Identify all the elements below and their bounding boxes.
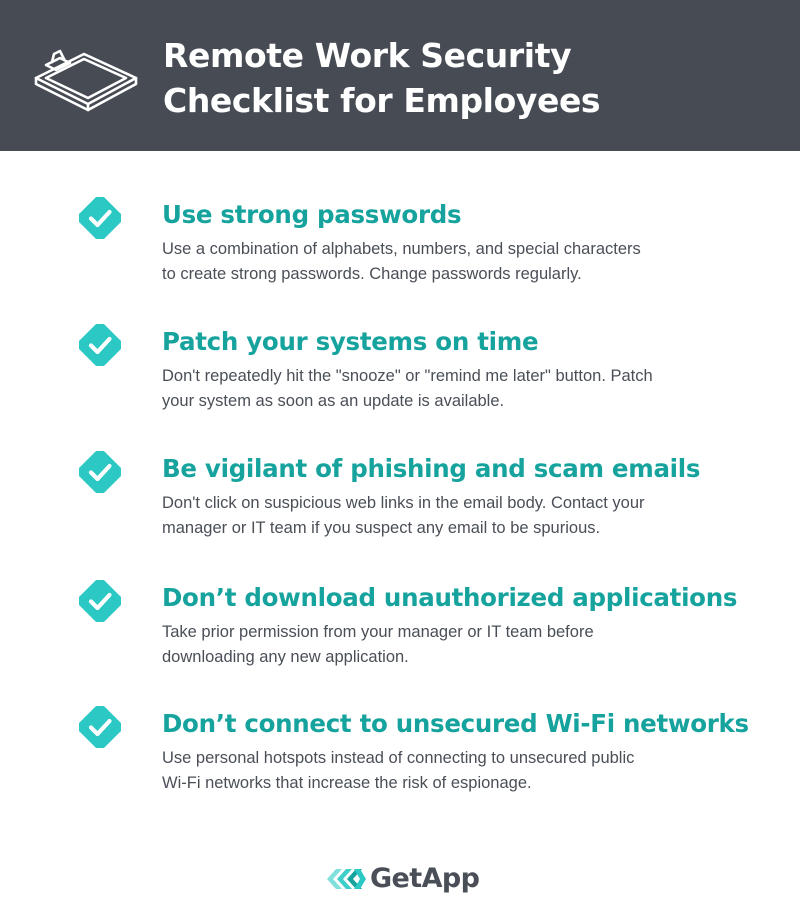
item-title: Don’t connect to unsecured Wi-Fi networks	[162, 709, 749, 738]
item-description-line: manager or IT team if you suspect any email to be spurious.	[162, 518, 601, 537]
page-title-line-1: Remote Work Security	[163, 36, 572, 75]
list-item	[0, 451, 800, 561]
item-title: Use strong passwords	[162, 200, 462, 229]
list-item	[0, 197, 800, 307]
item-title: Be vigilant of phishing and scam emails	[162, 454, 701, 483]
page-title-line-2: Checklist for Employees	[163, 81, 601, 120]
item-title: Patch your systems on time	[162, 327, 539, 356]
page-title	[163, 33, 600, 123]
check-circle-icon	[79, 324, 121, 366]
list-item	[0, 580, 800, 690]
check-circle-icon	[79, 451, 121, 493]
brand-name: GetApp	[370, 863, 480, 894]
list-item	[0, 324, 800, 434]
item-description-line: Wi-Fi networks that increase the risk of espionage.	[162, 773, 532, 792]
list-item	[0, 706, 800, 816]
item-description-line: to create strong passwords. Change passwords regularly.	[162, 264, 582, 283]
item-description	[162, 746, 752, 795]
header-banner	[0, 0, 800, 151]
item-description-line: downloading any new application.	[162, 647, 409, 666]
check-circle-icon	[79, 580, 121, 622]
item-description	[162, 491, 752, 540]
clipboard-icon	[30, 38, 142, 118]
check-circle-icon	[79, 706, 121, 748]
item-description-line: Use personal hotspots instead of connecting to unsecured public	[162, 749, 635, 767]
check-circle-icon	[79, 197, 121, 239]
getapp-chevrons-icon	[325, 867, 367, 891]
getapp-logo	[325, 862, 495, 896]
item-title: Don’t download unauthorized applications	[162, 583, 738, 612]
item-description	[162, 620, 752, 669]
item-description	[162, 237, 752, 286]
item-description-line: Use a combination of alphabets, numbers, and special characters	[162, 240, 641, 258]
item-description-line: Don't click on suspicious web links in the email body. Contact your	[162, 494, 645, 512]
item-description	[162, 364, 752, 413]
item-description-line: Don't repeatedly hit the "snooze" or "remind me later" button. Patch	[162, 367, 653, 385]
item-description-line: Take prior permission from your manager or IT team before	[162, 623, 594, 641]
item-description-line: your system as soon as an update is available.	[162, 391, 505, 410]
